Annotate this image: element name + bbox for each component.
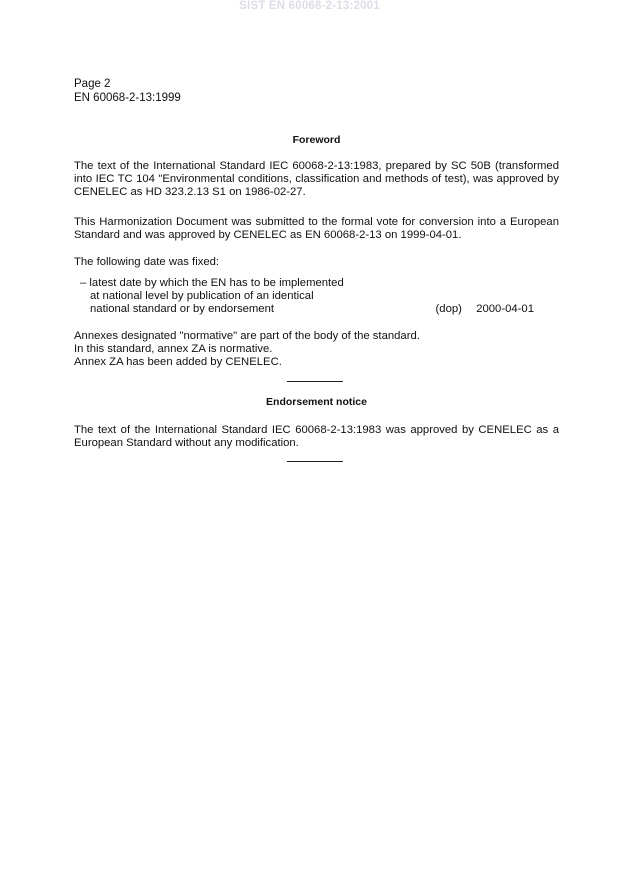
annex-statement xyxy=(74,330,420,369)
list-item-continuation xyxy=(80,290,534,303)
endorsement-paragraph xyxy=(74,424,559,450)
annex-line-1: Annexes designated "normative" are part of the body of the standard. xyxy=(74,330,420,342)
endorsement-heading: Endorsement notice xyxy=(266,396,367,408)
annex-line-3: Annex ZA has been added by CENELEC. xyxy=(74,356,282,368)
dop-date: 2000-04-01 xyxy=(476,303,534,315)
list-item xyxy=(80,277,534,290)
watermark: SIST EN 60068-2-13:2001 xyxy=(239,0,380,12)
foreword-paragraph-1 xyxy=(74,160,559,199)
dop-entry xyxy=(436,303,534,316)
page-number: Page 2 xyxy=(74,78,111,90)
foreword-p1-text: The text of the International Standard IEC 60068-2-13:1983, prepared by SC 50B (transformed into IEC TC 104 "Environmental conditions, classification and methods of test), was approved by CENELEC as HD 323.2.13 S1 on 1986-02-27. xyxy=(74,160,559,198)
endorsement-text: The text of the International Standard IEC 60068-2-13:1983 was approved by CENELEC as a European Standard without any modification. xyxy=(74,424,559,449)
list-line-3: national standard or by endorsement xyxy=(90,303,275,315)
foreword-paragraph-3 xyxy=(74,256,559,269)
foreword-p2-text: This Harmonization Document was submitted to the formal vote for conversion into a European Standard and was approved by CENELEC as EN 60068-2-13 on 1999-04-01. xyxy=(74,216,559,241)
list-item-continuation xyxy=(80,303,534,316)
foreword-heading: Foreword xyxy=(292,134,341,146)
foreword-p3-text: The following date was fixed: xyxy=(74,256,220,268)
document-id: EN 60068-2-13:1999 xyxy=(74,92,181,104)
foreword-paragraph-2 xyxy=(74,216,559,242)
list-line-2: at national level by publication of an identical xyxy=(90,290,314,302)
list-line-1: – latest date by which the EN has to be implemented xyxy=(80,277,344,289)
dop-label: (dop) xyxy=(435,303,462,315)
annex-line-2: In this standard, annex ZA is normative. xyxy=(74,343,273,355)
date-list xyxy=(80,277,534,316)
section-divider xyxy=(287,381,343,382)
section-divider-end xyxy=(287,461,343,462)
